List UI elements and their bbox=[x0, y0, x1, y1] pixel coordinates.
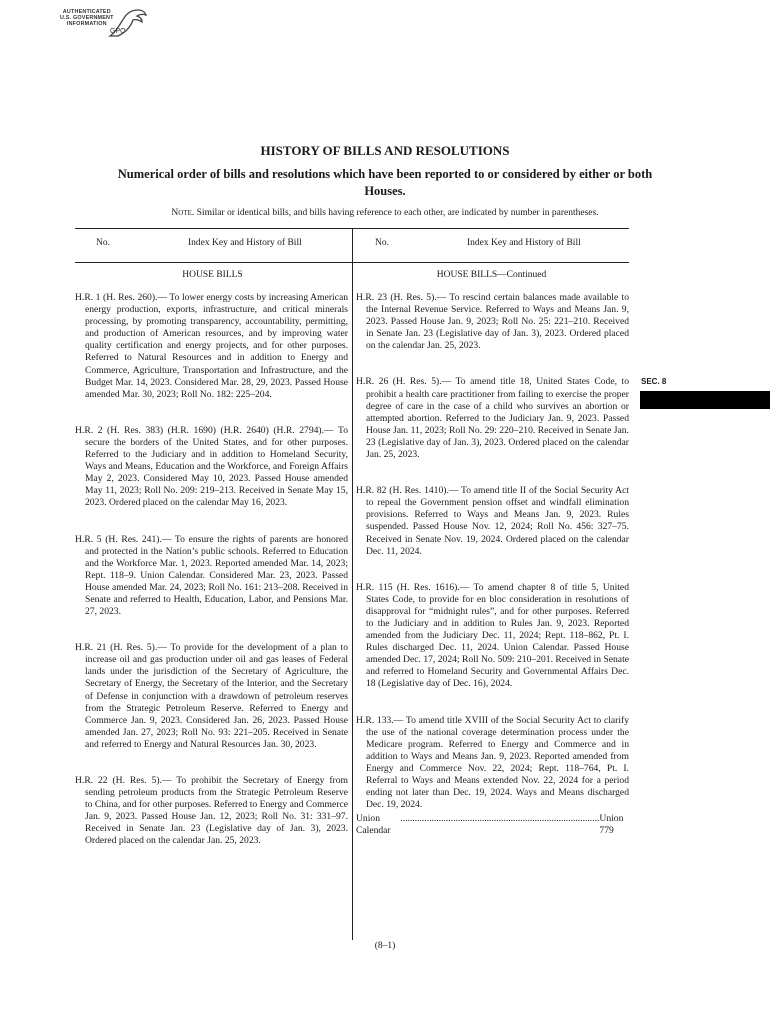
page-number: (8–1) bbox=[374, 941, 396, 951]
page-subtitle: Numerical order of bills and resolutions which have been reported to or considered by either or both Houses. bbox=[117, 167, 653, 198]
page-title: HISTORY OF BILLS AND RESOLUTIONS bbox=[260, 143, 510, 158]
logo-line-1: AUTHENTICATED bbox=[62, 9, 111, 15]
bill-entry: H.R. 5 (H. Res. 241).— To ensure the rights of parents are honored and protected in the Nation’s public schools. Referred to Education and the Workforce Mar. 1, 2023. Reported amended Mar. 14, 2023; Rept. 118–9. Union Calendar. Considered Mar. 23, 2023. Passed House amended Mar. 24, 2023; Roll No. 161: 213–208. Received in Senate and referred to Health, Education, Labor, and Pensions Mar. 27, 2023. bbox=[75, 533, 348, 618]
right-column bbox=[356, 292, 629, 837]
union-calendar-line bbox=[356, 813, 629, 837]
bill-entry: H.R. 22 (H. Res. 5).— To prohibit the Secretary of Energy from sending petroleum products from the Strategic Petroleum Reserve to China, and for other purposes. Referred to Energy and Commerce Jan. 9, 2023. Passed House Jan. 12, 2023; Roll No. 31: 331–97. Received in Senate Jan. 23 (Legislative day of Jan. 3), 2023. Ordered placed on the calendar Jan. 25, 2023. bbox=[75, 775, 348, 847]
note-text: Similar or identical bills, and bills having reference to each other, are indicated by number in parentheses. bbox=[194, 208, 599, 218]
note-label: Note. bbox=[171, 208, 195, 218]
gpo-mark: GPO bbox=[110, 28, 126, 35]
right-col-no-header: No. bbox=[375, 238, 389, 248]
gpo-authentication-logo bbox=[60, 6, 155, 44]
column-divider bbox=[352, 228, 353, 940]
union-calendar-label: Union Calendar bbox=[356, 813, 391, 837]
left-section-heading: HOUSE BILLS bbox=[182, 270, 243, 280]
logo-line-2: U.S. GOVERNMENT bbox=[60, 15, 114, 22]
eagle-icon bbox=[104, 6, 148, 42]
left-column bbox=[75, 292, 348, 872]
bill-entry: H.R. 133.— To amend title XVIII of the Social Security Act to clarify the use of the national coverage determination process under the Medicare program. Referred to Energy and Commerce and in addition to Ways and Means Jan. 9, 2023. Reported amended from Energy and Commerce Nov. 22, 2024; Rept. 118–764, Pt. I. Referral to Ways and Means extended Nov. 22, 2024 for a period ending not later than Dec. 19, 2024. Ways and Means discharged Dec. 19, 2024. bbox=[356, 714, 629, 811]
bill-entry: H.R. 21 (H. Res. 5).— To provide for the development of a plan to increase oil and gas production under oil and gas leases of Federal lands under the jurisdiction of the Secretary of Agriculture, the Secretary of Energy, the Secretary of the Interior, and the Secretary of Defense in conjunction with a drawdown of petroleum reserves from the Strategic Petroleum Reserve. Referred to Energy and Commerce Jan. 9, 2023. Considered Jan. 26, 2023. Passed House amended Jan. 27, 2023; Roll No. 93: 221–205. Received in Senate and referred to Energy and Natural Resources Jan. 30, 2023. bbox=[75, 642, 348, 750]
bill-entry: H.R. 23 (H. Res. 5).— To rescind certain balances made available to the Internal Revenue Service. Referred to Ways and Means Jan. 9, 2023. Passed House Jan. 9, 2023; Roll No. 25: 221–210. Received in Senate Jan. 23 (Legislative day of Jan. 3), 2023. Ordered placed on the calendar Jan. 25, 2023. bbox=[356, 292, 629, 352]
left-col-index-header: Index Key and History of Bill bbox=[188, 238, 302, 248]
bill-entry: H.R. 115 (H. Res. 1616).— To amend chapter 8 of title 5, United States Code, to provide for en bloc consideration in resolutions of disapproval for “midnight rules”, and for other purposes. Referred to the Judiciary and in addition to Rules Jan. 9, 2023. Reported amended from the Judiciary Dec. 11, 2024; Rept. 118–862, Pt. I. Rules discharged Dec. 11, 2024. Union Calendar. Passed House amended Dec. 17, 2024; Roll No. 509: 210–201. Received in Senate and referred to Homeland Security and Governmental Affairs Dec. 18 (Legislative day of Dec. 16), 2024. bbox=[356, 581, 629, 690]
right-section-heading: HOUSE BILLS—Continued bbox=[436, 270, 547, 280]
logo-line-3: INFORMATION bbox=[66, 21, 107, 28]
union-calendar-leader: ................................................................................... bbox=[400, 813, 600, 825]
right-col-index-header: Index Key and History of Bill bbox=[467, 238, 581, 248]
union-calendar-value: Union 779 bbox=[599, 813, 624, 837]
bill-entry: H.R. 82 (H. Res. 1410).— To amend title II of the Social Security Act to repeal the Government pension offset and windfall elimination provisions. Referred to Ways and Means Jan. 9, 2023. Rules suspended. Passed House Nov. 12, 2024; Roll No. 456: 327–75. Received in Senate Nov. 19, 2024. Ordered placed on the calendar Dec. 11, 2024. bbox=[356, 485, 629, 557]
bill-entry: H.R. 1 (H. Res. 260).— To lower energy costs by increasing American energy production, exports, infrastructure, and critical minerals processing, by promoting transparency, accountability, permitting, and production of American resources, and by improving water quality certification and energy projects, and for other purposes. Referred to Natural Resources and in addition to Energy and Commerce, Agriculture, Transportation and Infrastructure, and the Budget Mar. 14, 2023. Considered Mar. 28, 29, 2023. Passed House amended Mar. 30, 2023; Roll No. 182: 225–204. bbox=[75, 292, 348, 400]
section-tab-bar bbox=[640, 391, 770, 409]
note bbox=[0, 208, 770, 218]
bill-entry: H.R. 2 (H. Res. 383) (H.R. 1690) (H.R. 2640) (H.R. 2794).— To secure the borders of the United States, and for other purposes. Referred to the Judiciary and in addition to Homeland Security, Ways and Means, Education and the Workforce, and Foreign Affairs May 2, 2023. Considered May 10, 2023. Passed House amended May 11, 2023; Roll No. 209: 219–213. Received in Senate May 15, 2023. Ordered placed on the calendar May 16, 2023. bbox=[75, 424, 348, 509]
bill-entry: H.R. 26 (H. Res. 5).— To amend title 18, United States Code, to prohibit a health care practitioner from failing to exercise the proper degree of care in the case of a child who survives an abortion or attempted abortion. Referred to the Judiciary Jan. 9, 2023. Passed House Jan. 11, 2023; Roll No. 29: 220–210. Received in Senate Jan. 23 (Legislative day of Jan. 3), 2023. Ordered placed on the calendar Jan. 25, 2023. bbox=[356, 376, 629, 461]
left-col-no-header: No. bbox=[96, 238, 110, 248]
section-tab-label: SEC. 8 bbox=[641, 377, 667, 386]
